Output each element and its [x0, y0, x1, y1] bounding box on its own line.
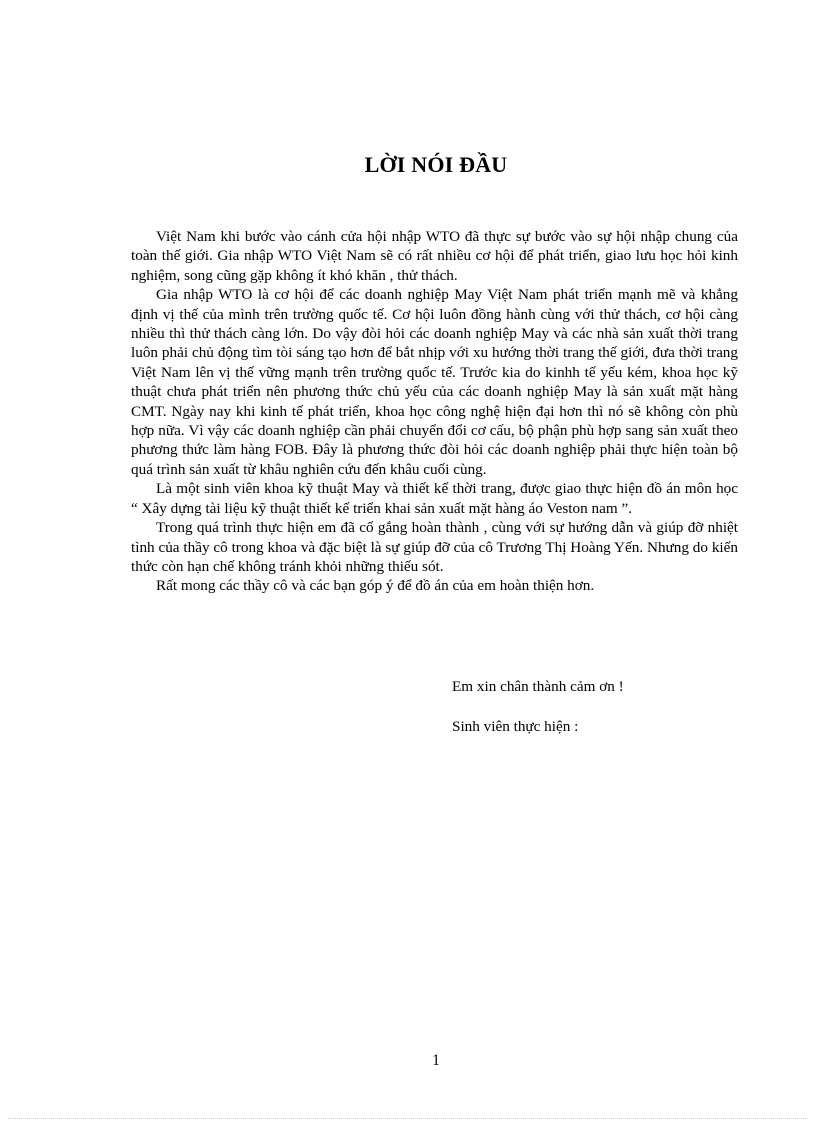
page-title: LỜI NÓI ĐẦU	[364, 152, 508, 177]
signature-label: Sinh viên thực hiện :	[452, 718, 579, 736]
paragraph-5: Rất mong các thầy cô và các bạn góp ý để đồ án của em hoàn thiện hơn.	[156, 577, 595, 595]
signature-spacer	[452, 696, 624, 717]
page-number: 1	[432, 1052, 440, 1069]
signature-block	[452, 677, 624, 737]
body-text	[131, 227, 738, 596]
paragraph-4: Trong quá trình thực hiện em đã cố gắng hoàn thành , cùng với sự hướng dẫn và giúp đỡ nhiệt tình của thầy cô trong khoa và đặc biệt là sự giúp đỡ của cô Trương Thị Hoàng Yến. Nhưng do kiến thức còn hạn chế không tránh khỏi những thiếu sót.	[131, 519, 738, 575]
paragraph-1: Việt Nam khi bước vào cánh cửa hội nhập WTO đã thực sự bước vào sự hội nhập chung của toàn thế giới. Gia nhập WTO Việt Nam sẽ có rất nhiều cơ hội để phát triển, giao lưu học hỏi kinh nghiệm, song cũng gặp không ít khó khăn , thử thách.	[131, 228, 738, 284]
closing-thanks: Em xin chân thành cảm ơn !	[452, 678, 624, 695]
paragraph-2: Gia nhập WTO là cơ hội để các doanh nghiệp May Việt Nam phát triển mạnh mẽ và khẳng định vị thế của mình trên trường quốc tế. Cơ hội luôn đồng hành cùng với thử thách, cơ hội càng nhiều thì thử thách càng lớn. Do vậy đòi hỏi các doanh nghiệp May và các nhà sản xuất thời trang luôn phải chủ động tìm tòi sáng tạo hơn để bắt nhịp với xu hướng thời trang thế giới, đưa thời trang Việt Nam lên vị thế vững mạnh trên trường quốc tế. Trước kia do kinhh tế yếu kém, khoa học kỹ thuật chưa phát triển nên phương thức chủ yếu của các doanh nghiệp May là sản xuất mặt hàng CMT. Ngày nay khi kinh tế phát triển, khoa học công nghệ hiện đại hơn thì nó sẽ không còn phù hợp nữa. Vì vậy các doanh nghiệp cần phải chuyển đổi cơ cấu, bộ phận phù hợp sang sản xuất theo phương thức làm hàng FOB. Đây là phương thức đòi hỏi các doanh nghiệp phải thực hiện toàn bộ quá trình sản xuất từ khâu nghiên cứu đến khâu cuối cùng.	[131, 286, 738, 478]
paragraph-3: Là một sinh viên khoa kỹ thuật May và thiết kế thời trang, được giao thực hiện đồ án môn học “ Xây dựng tài liệu kỹ thuật thiết kế triển khai sản xuất mặt hàng áo Veston nam ”.	[131, 480, 738, 517]
footer-divider	[8, 1118, 808, 1119]
